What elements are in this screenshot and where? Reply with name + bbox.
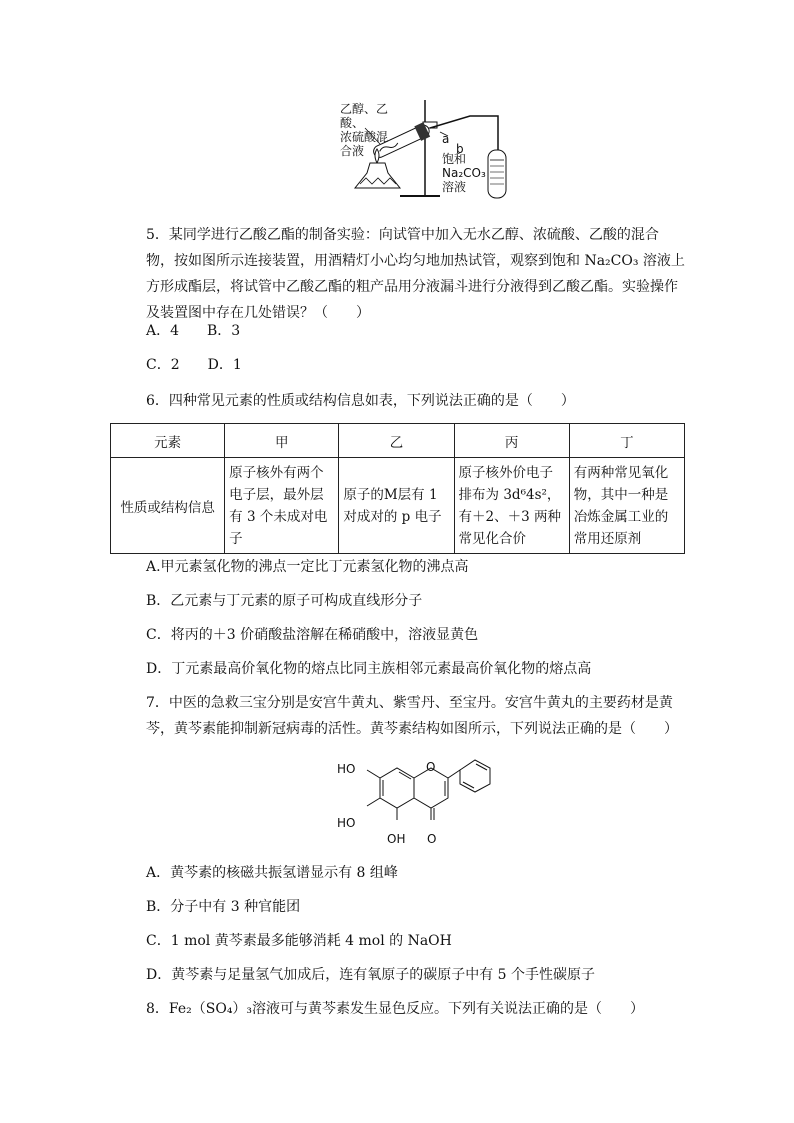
- table-header-ding: 丁: [569, 424, 684, 458]
- table-header-yi: 乙: [339, 424, 454, 458]
- oh-label-5: OH: [387, 832, 406, 846]
- question-6-option-c: C．将丙的＋3 价硝酸盐溶解在稀硝酸中，溶液显黄色: [146, 627, 479, 643]
- mixture-label-line2: 浓硫酸混: [340, 130, 389, 144]
- question-7-option-b: B．分子中有 3 种官能团: [146, 899, 301, 915]
- solution-label-line3: 溶液: [442, 180, 467, 194]
- question-7-option-a: A．黄芩素的核磁共振氢谱显示有 8 组峰: [146, 865, 398, 881]
- question-6-option-a: A.甲元素氢化物的沸点一定比丁元素氢化物的沸点高: [146, 559, 469, 575]
- question-5-text: 5．某同学进行乙酸乙酯的制备实验：向试管中加入无水乙醇、浓硫酸、乙酸的混合物，按如图所示连接装置，用酒精灯小心均匀地加热试管，观察到饱和 Na₂CO₃ 溶液上方形成酯层，将试管中乙酸乙酯的粗产品用分液漏斗进行分液得到乙酸乙酯。实验操作及装置图中存在几处错误？（ ）: [146, 227, 685, 321]
- question-6-text: 6．四种常见元素的性质或结构信息如表，下列说法正确的是（ ）: [146, 393, 575, 409]
- mixture-label-line3: 合液: [340, 144, 365, 158]
- table-header-jia: 甲: [225, 424, 339, 458]
- table-header-bing: 丙: [454, 424, 569, 458]
- ring-oxygen-label: O: [426, 760, 436, 774]
- solution-label-line2: Na₂CO₃: [442, 166, 486, 180]
- table-header-element: 元素: [111, 424, 225, 458]
- ho-label-7: HO: [337, 762, 356, 776]
- question-8-text: 8．Fe₂（SO₄）₃溶液可与黄芩素发生显色反应。下列有关说法正确的是（ ）: [146, 1001, 645, 1017]
- apparatus-figure: [330, 98, 510, 202]
- question-7-text: 7．中医的急救三宝分别是安宫牛黄丸、紫雪丹、至宝丹。安宫牛黄丸的主要药材是黄芩，黄芩素能抑制新冠病毒的活性。黄芩素结构如图所示，下列说法正确的是（ ）: [146, 695, 678, 737]
- question-5-options-ab: A．4 B．3: [146, 323, 241, 339]
- question-5-options-cd: C．2 D．1: [146, 357, 242, 373]
- question-7-option-d: D．黄芩素与足量氢气加成后，连有氧原子的碳原子中有 5 个手性碳原子: [146, 967, 596, 983]
- keto-oxygen-label: O: [427, 832, 437, 846]
- label-a: a: [442, 132, 450, 146]
- table-row-label: 性质或结构信息: [111, 458, 225, 554]
- baicalein-structure: [335, 748, 495, 848]
- table-cell-yi: 原子的M层有 1 对成对的 p 电子: [339, 458, 454, 554]
- element-info-table: [110, 423, 685, 554]
- baicalein-drawing: [335, 748, 495, 848]
- label-b: b: [456, 142, 464, 156]
- table-cell-bing: 原子核外价电子排布为 3d⁶4s²，有＋2、＋3 两种常见化合价: [454, 458, 569, 554]
- table-cell-jia: 原子核外有两个电子层，最外层有 3 个未成对电子: [225, 458, 339, 554]
- solution-label-line1: 饱和: [442, 152, 467, 166]
- mixture-label-line1: 乙醇、乙酸、: [340, 102, 389, 130]
- question-7-option-c: C．1 mol 黄芩素最多能够消耗 4 mol 的 NaOH: [146, 933, 452, 949]
- question-6-option-b: B．乙元素与丁元素的原子可构成直线形分子: [146, 593, 423, 609]
- question-6-option-d: D．丁元素最高价氧化物的熔点比同主族相邻元素最高价氧化物的熔点高: [146, 661, 592, 677]
- ho-label-6: HO: [337, 816, 356, 830]
- table-cell-ding: 有两种常见氧化物，其中一种是冶炼金属工业的常用还原剂: [569, 458, 684, 554]
